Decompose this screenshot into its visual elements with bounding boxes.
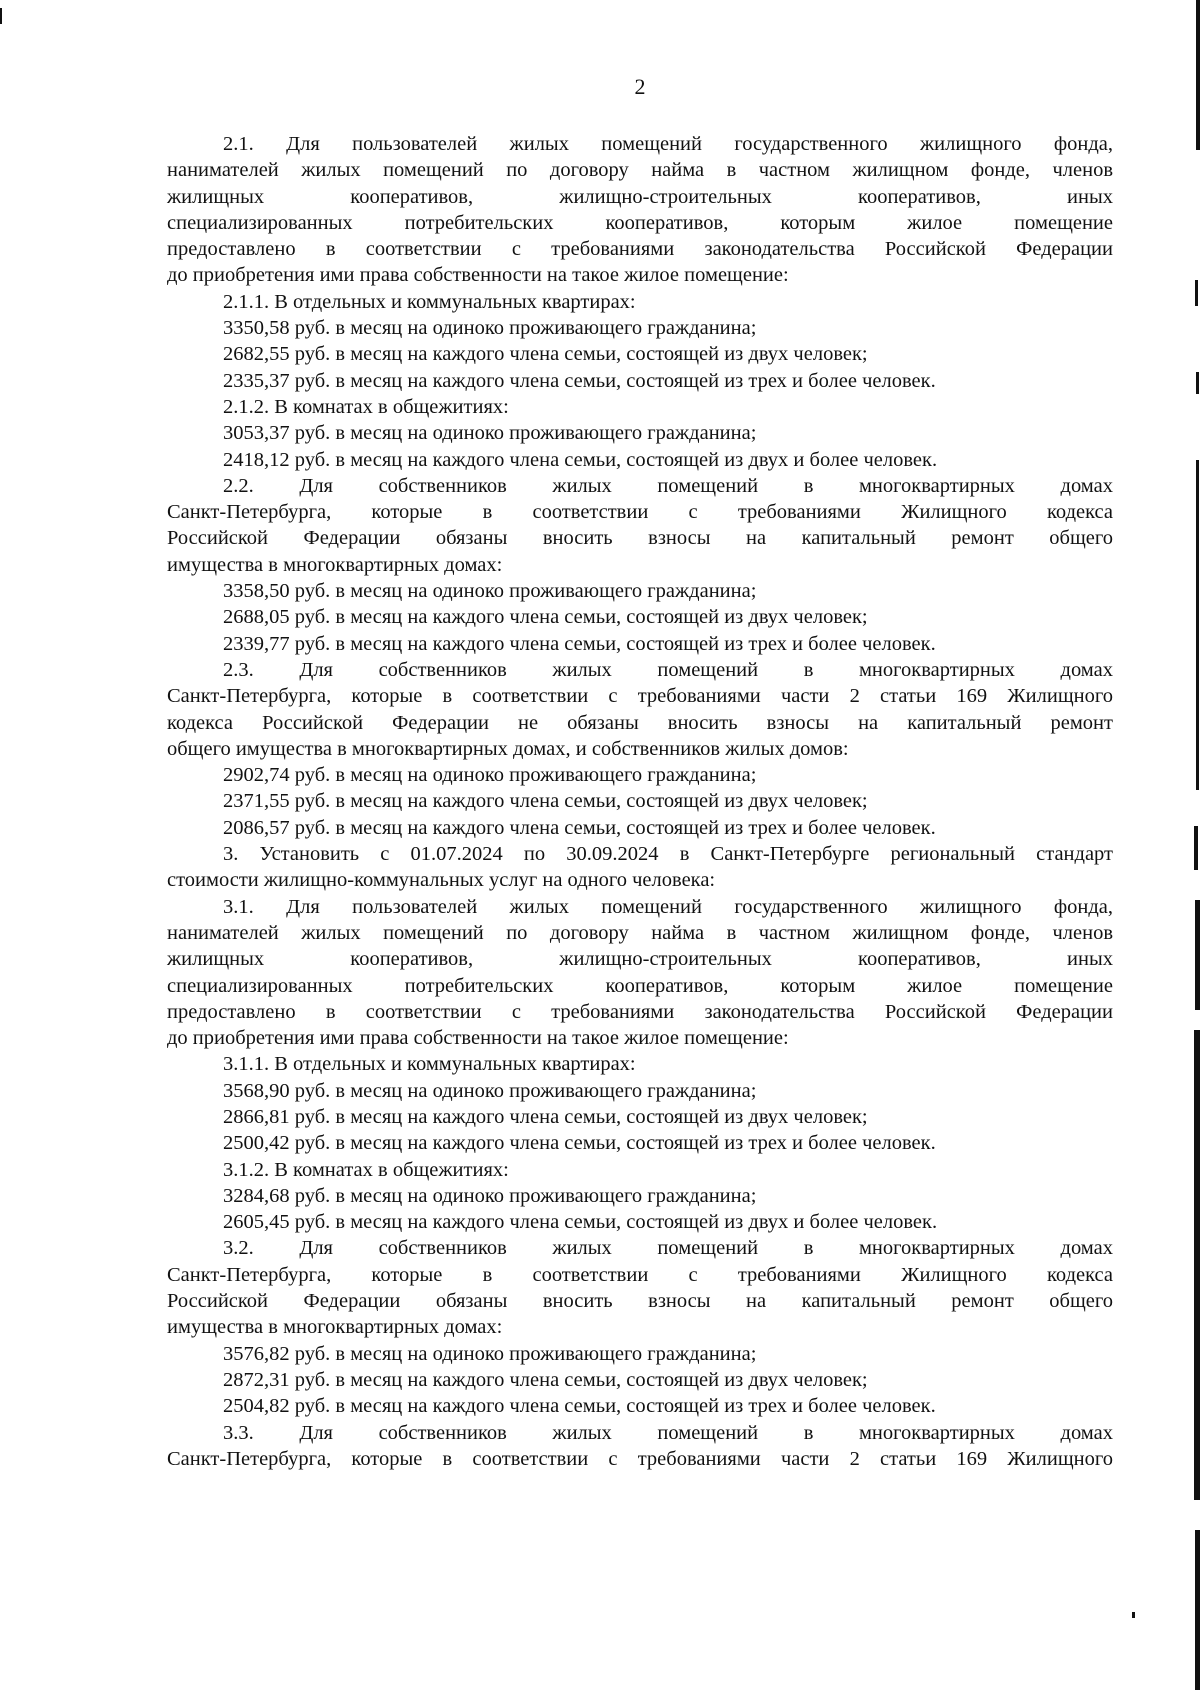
text-line: Санкт-Петербурга, которые в соответствии с требованиями Жилищного кодекса [167, 501, 1113, 524]
text-line: 2.1. Для пользователей жилых помещений государственного жилищного фонда, [223, 133, 1113, 155]
text-line: 3.1. Для пользователей жилых помещений государственного жилищного фонда, [223, 895, 1113, 918]
text-line: 3.1.1. В отдельных и коммунальных квартирах: [223, 1053, 636, 1076]
text-line: 2335,37 руб. в месяц на каждого члена семьи, состоящей из трех и более человек. [223, 369, 936, 392]
scan-edge-mark [1194, 826, 1198, 870]
text-line: кодекса Российской Федерации не обязаны вносить взносы на капитальный ремонт [167, 711, 1113, 734]
text-line: стоимости жилищно-коммунальных услуг на одного человека: [167, 869, 716, 892]
scan-edge-mark [1196, 460, 1199, 790]
text-line: имущества в многоквартирных домах: [167, 553, 503, 576]
text-line: 2086,57 руб. в месяц на каждого члена семьи, состоящей из трех и более человек. [223, 816, 936, 839]
scan-edge-mark [1195, 280, 1198, 306]
text-line: нанимателей жилых помещений по договору найма в частном жилищном фонде, членов [167, 159, 1113, 182]
text-line: нанимателей жилых помещений по договору найма в частном жилищном фонде, членов [167, 921, 1113, 944]
text-line: Санкт-Петербурга, которые в соответствии с требованиями Жилищного кодекса [167, 1263, 1113, 1286]
text-line: 2504,82 руб. в месяц на каждого члена семьи, состоящей из трех и более человек. [223, 1395, 936, 1418]
scan-edge-mark [1196, 372, 1199, 394]
text-line: 2682,55 руб. в месяц на каждого члена семьи, состоящей из двух человек; [223, 343, 868, 366]
text-line: 2605,45 руб. в месяц на каждого члена семьи, состоящей из двух и более человек. [223, 1211, 938, 1234]
text-line: 3. Установить с 01.07.2024 по 30.09.2024 в Санкт-Петербурге региональный стандарт [223, 843, 1113, 866]
scan-edge-mark [0, 8, 2, 24]
text-line: 3568,90 руб. в месяц на одиноко проживающего гражданина; [223, 1079, 757, 1102]
text-line: специализированных потребительских кооперативов, которым жилое помещение [167, 211, 1113, 234]
text-line: жилищных кооперативов, жилищно-строительных кооперативов, иных [167, 185, 1113, 208]
text-line: 3350,58 руб. в месяц на одиноко проживающего гражданина; [223, 317, 757, 340]
text-line: специализированных потребительских кооперативов, которым жилое помещение [167, 974, 1113, 997]
text-line: до приобретения ими права собственности на такое жилое помещение: [167, 264, 789, 287]
scan-edge-mark [1195, 1530, 1200, 1690]
text-line: 2500,42 руб. в месяц на каждого члена семьи, состоящей из трех и более человек. [223, 1132, 936, 1155]
text-line: Санкт-Петербурга, которые в соответствии с требованиями части 2 статьи 169 Жилищного [167, 685, 1113, 708]
text-line: Российской Федерации обязаны вносить взносы на капитальный ремонт общего [167, 527, 1113, 550]
text-line: имущества в многоквартирных домах: [167, 1316, 503, 1339]
text-line: 3053,37 руб. в месяц на одиноко проживающего гражданина; [223, 422, 757, 445]
text-line: предоставлено в соответствии с требованиями законодательства Российской Федерации [167, 238, 1113, 261]
document-body [167, 131, 1113, 1472]
text-line: 2872,31 руб. в месяц на каждого члена семьи, состоящей из двух человек; [223, 1368, 868, 1391]
text-line: 2418,12 руб. в месяц на каждого члена семьи, состоящей из двух и более человек. [223, 448, 938, 471]
text-line: 3358,50 руб. в месяц на одиноко проживающего гражданина; [223, 580, 757, 603]
text-line: 2902,74 руб. в месяц на одиноко проживающего гражданина; [223, 764, 757, 787]
text-line: 2688,05 руб. в месяц на каждого члена семьи, состоящей из двух человек; [223, 606, 868, 629]
page-number: 2 [634, 74, 646, 99]
text-line: жилищных кооперативов, жилищно-строительных кооперативов, иных [167, 948, 1113, 971]
text-line: 2.2. Для собственников жилых помещений в многоквартирных домах [223, 474, 1113, 497]
text-line: 3.1.2. В комнатах в общежитиях: [223, 1158, 509, 1181]
text-line: 3.2. Для собственников жилых помещений в многоквартирных домах [223, 1237, 1113, 1260]
text-line: 3576,82 руб. в месяц на одиноко проживающего гражданина; [223, 1342, 757, 1365]
scan-dust-mark [1132, 1612, 1135, 1618]
text-line: до приобретения ими права собственности на такое жилое помещение: [167, 1027, 789, 1050]
text-line: Санкт-Петербурга, которые в соответствии с требованиями части 2 статьи 169 Жилищного [167, 1447, 1113, 1470]
scan-edge-mark [1195, 900, 1200, 1010]
text-line: 2.3. Для собственников жилых помещений в многоквартирных домах [223, 658, 1113, 681]
text-line: 2.1.2. В комнатах в общежитиях: [223, 395, 509, 418]
text-line: 3.3. Для собственников жилых помещений в многоквартирных домах [223, 1421, 1113, 1444]
text-line: 2.1.1. В отдельных и коммунальных квартирах: [223, 290, 636, 313]
text-line: 2371,55 руб. в месяц на каждого члена семьи, состоящей из двух человек; [223, 790, 868, 813]
text-line: 3284,68 руб. в месяц на одиноко проживающего гражданина; [223, 1184, 757, 1207]
scan-edge-mark [1196, 0, 1200, 150]
text-line: 2339,77 руб. в месяц на каждого члена семьи, состоящей из трех и более человек. [223, 632, 936, 655]
scan-edge-mark [1194, 1030, 1200, 1500]
text-line: общего имущества в многоквартирных домах, и собственников жилых домов: [167, 737, 849, 760]
text-line: предоставлено в соответствии с требованиями законодательства Российской Федерации [167, 1000, 1113, 1023]
text-line: 2866,81 руб. в месяц на каждого члена семьи, состоящей из двух человек; [223, 1105, 868, 1128]
text-line: Российской Федерации обязаны вносить взносы на капитальный ремонт общего [167, 1290, 1113, 1313]
